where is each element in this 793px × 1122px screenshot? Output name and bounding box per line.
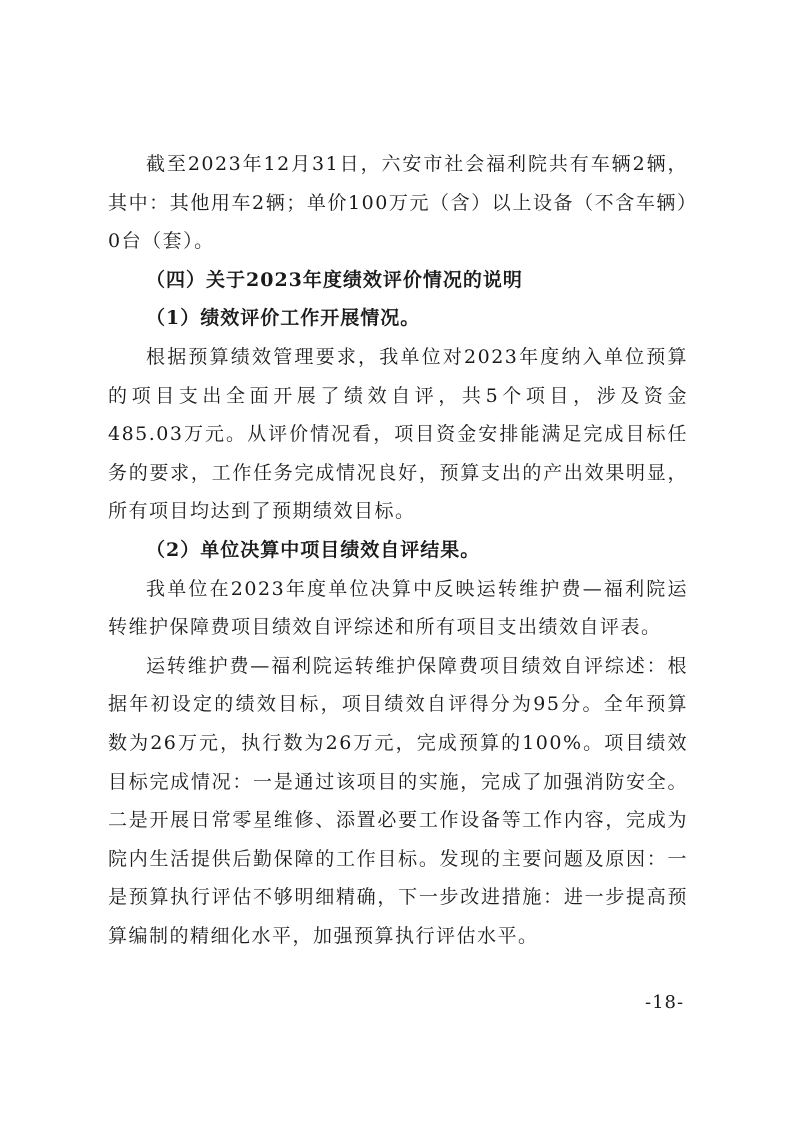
page-number: -18-	[645, 992, 685, 1013]
self-evaluation-intro-paragraph: 我单位在2023年度单位决算中反映运转维护费—福利院运转维护保障费项目绩效自评综述和所有项目支出绩效自评表。	[108, 577, 688, 639]
document-body	[108, 145, 688, 955]
self-evaluation-summary-paragraph: 运转维护费—福利院运转维护保障费项目绩效自评综述：根据年初设定的绩效目标，项目绩效自评得分为95分。全年预算数为26万元，执行数为26万元，完成预算的100%。项目绩效目标完成情况：一是通过该项目的实施，完成了加强消防安全。二是开展日常零星维修、添置必要工作设备等工作内容，完成为院内生活提供后勤保障的工作目标。发现的主要问题及原因：一是预算执行评估不够明细精确，下一步改进措施：进一步提高预算编制的精细化水平，加强预算执行评估水平。	[108, 654, 688, 947]
subheading-self-evaluation-results: （2）单位决算中项目绩效自评结果。	[146, 538, 481, 561]
subheading-evaluation-work: （1）绩效评价工作开展情况。	[146, 307, 421, 330]
vehicle-assets-paragraph: 截至2023年12月31日，六安市社会福利院共有车辆2辆，其中：其他用车2辆；单价100万元（含）以上设备（不含车辆）0台（套）。	[108, 153, 688, 253]
section-heading-performance-evaluation: （四）关于2023年度绩效评价情况的说明	[146, 268, 523, 291]
evaluation-work-paragraph: 根据预算绩效管理要求，我单位对2023年度纳入单位预算的项目支出全面开展了绩效自评，共5个项目，涉及资金485.03万元。从评价情况看，项目资金安排能满足完成目标任务的要求，工作任务完成情况良好，预算支出的产出效果明显，所有项目均达到了预期绩效目标。	[108, 345, 688, 523]
